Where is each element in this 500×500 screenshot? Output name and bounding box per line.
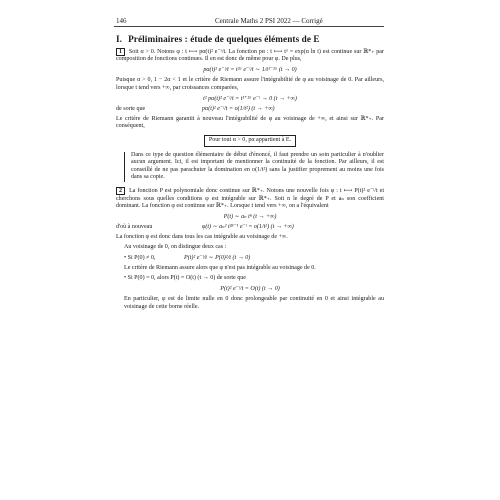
q1-equation-row-3 bbox=[116, 106, 384, 114]
q2-paragraph-3: La fonction φ est donc dans tous les cas intégrable au voisinage de +∞. bbox=[116, 233, 288, 240]
q2-equation-2: φ(t) ∼ aₙ² t²ⁿ⁻¹ e⁻ᵗ = o(1/t²) (t → +∞) bbox=[202, 224, 294, 231]
running-title: Centrale Maths 2 PSI 2022 — Corrigé bbox=[215, 17, 323, 25]
q2-paragraph-1 bbox=[116, 187, 384, 211]
q1-text-1: Soit α > 0. Notons φ : t ⟼ pα(t)² e⁻ᵗ/t. La fonction pα : t ⟼ tᵅ = exp(α ln t) est continue sur ℝ*₊ par composition de fonctions continues. Il en est donc de même pour φ. De plus, bbox=[116, 48, 384, 63]
q2-eq2-label: d'où à nouveau bbox=[116, 224, 153, 231]
q1-remark: Dans ce type de question élémentaire de début d'énoncé, il faut prendre un soin particulier à n'oublier aucun argument. Ici, il est important de mentionner la continuité de la fonction. Par ailleurs, il est conseillé de ne pas parachuter la domination en o(1/t²) sans la justifier proprement au moins une fois dans sa copie. bbox=[124, 152, 384, 182]
q2-case-1 bbox=[116, 255, 384, 263]
header-rule bbox=[114, 26, 384, 27]
q2-equation-row-2 bbox=[116, 224, 384, 232]
q2-case-1-text: Le critère de Riemann assure alors que φ n'est pas intégrable au voisinage de 0. bbox=[124, 264, 316, 271]
q2-equation-1: P(t) ∼ aₙ tⁿ (t → +∞) bbox=[223, 213, 277, 220]
section-heading bbox=[116, 36, 384, 44]
q1-equation-1: pα(t)² e⁻ᵗ/t = t²ᵅ e⁻ᵗ/t ∼ 1/t¹⁻²ᵅ (t → 0) bbox=[203, 66, 297, 73]
q2-case-2: • Si P(0) = 0, alors P(t) = O(t) (t → 0) de sorte que bbox=[124, 275, 246, 282]
q1-paragraph-2: Puisque α > 0, 1 − 2α < 1 et le critère de Riemann assure l'intégrabilité de φ au voisinage de 0. Par ailleurs, lorsque t tend vers +∞, par croissances comparées, bbox=[116, 77, 384, 91]
q2-case-1-equation: P(t)² e⁻ᵗ/t ∼ P(0)²/t (t → 0) bbox=[184, 255, 251, 262]
page-content bbox=[116, 36, 384, 315]
q1-paragraph-1 bbox=[116, 48, 384, 64]
section-number: I. bbox=[116, 34, 123, 44]
q1-eq3-label: de sorte que bbox=[116, 106, 146, 113]
q1-paragraph-4: Le critère de Riemann garantit à nouveau l'intégrabilité de φ au voisinage de +∞, et ainsi sur ℝ*₊. Par conséquent, bbox=[116, 115, 384, 130]
question-number-2: 2 bbox=[116, 187, 125, 196]
q2-case-2-equation: P(t)² e⁻ᵗ/t = O(t) (t → 0) bbox=[220, 285, 280, 292]
q1-conclusion-box bbox=[116, 135, 384, 147]
q1-equation-3: pα(t)² e⁻ᵗ/t = o(1/t²) (t → +∞) bbox=[202, 106, 275, 113]
question-number-1: 1 bbox=[116, 48, 125, 57]
q2-paragraph-5: En particulier, φ est de limite nulle en 0 donc prolongeable par continuité en 0 et ainsi intégrable au voisinage de cette borne réelle. bbox=[124, 296, 384, 311]
q2-case-1-label: • Si P(0) ≠ 0, bbox=[124, 255, 156, 262]
page-header bbox=[0, 14, 500, 26]
q2-paragraph-4: Au voisinage de 0, on distingue deux cas : bbox=[124, 244, 227, 251]
q1-equation-2: t² pα(t)² e⁻ᵗ/t = t¹⁺²ᵅ e⁻ᵗ → 0 (t → +∞) bbox=[203, 95, 297, 102]
section-title: Préliminaires : étude de quelques éléments de E bbox=[128, 34, 320, 44]
q1-conclusion-text: Pour tout α > 0, pα appartient à E. bbox=[204, 135, 296, 147]
page-number: 146 bbox=[116, 17, 127, 25]
q2-text-1: La fonction P est polynomiale donc continue sur ℝ*₊. Notons une nouvelle fois φ : t ⟼ P(t)² e⁻ᵗ/t et cherchons sous quelles conditions φ est intégrable sur ℝ*₊. Soit n le degré de P et aₙ son coefficient dominant. La fonction φ est continue sur ℝ*₊. Lorsque t tend vers +∞, on a l'équivalent bbox=[116, 187, 385, 210]
